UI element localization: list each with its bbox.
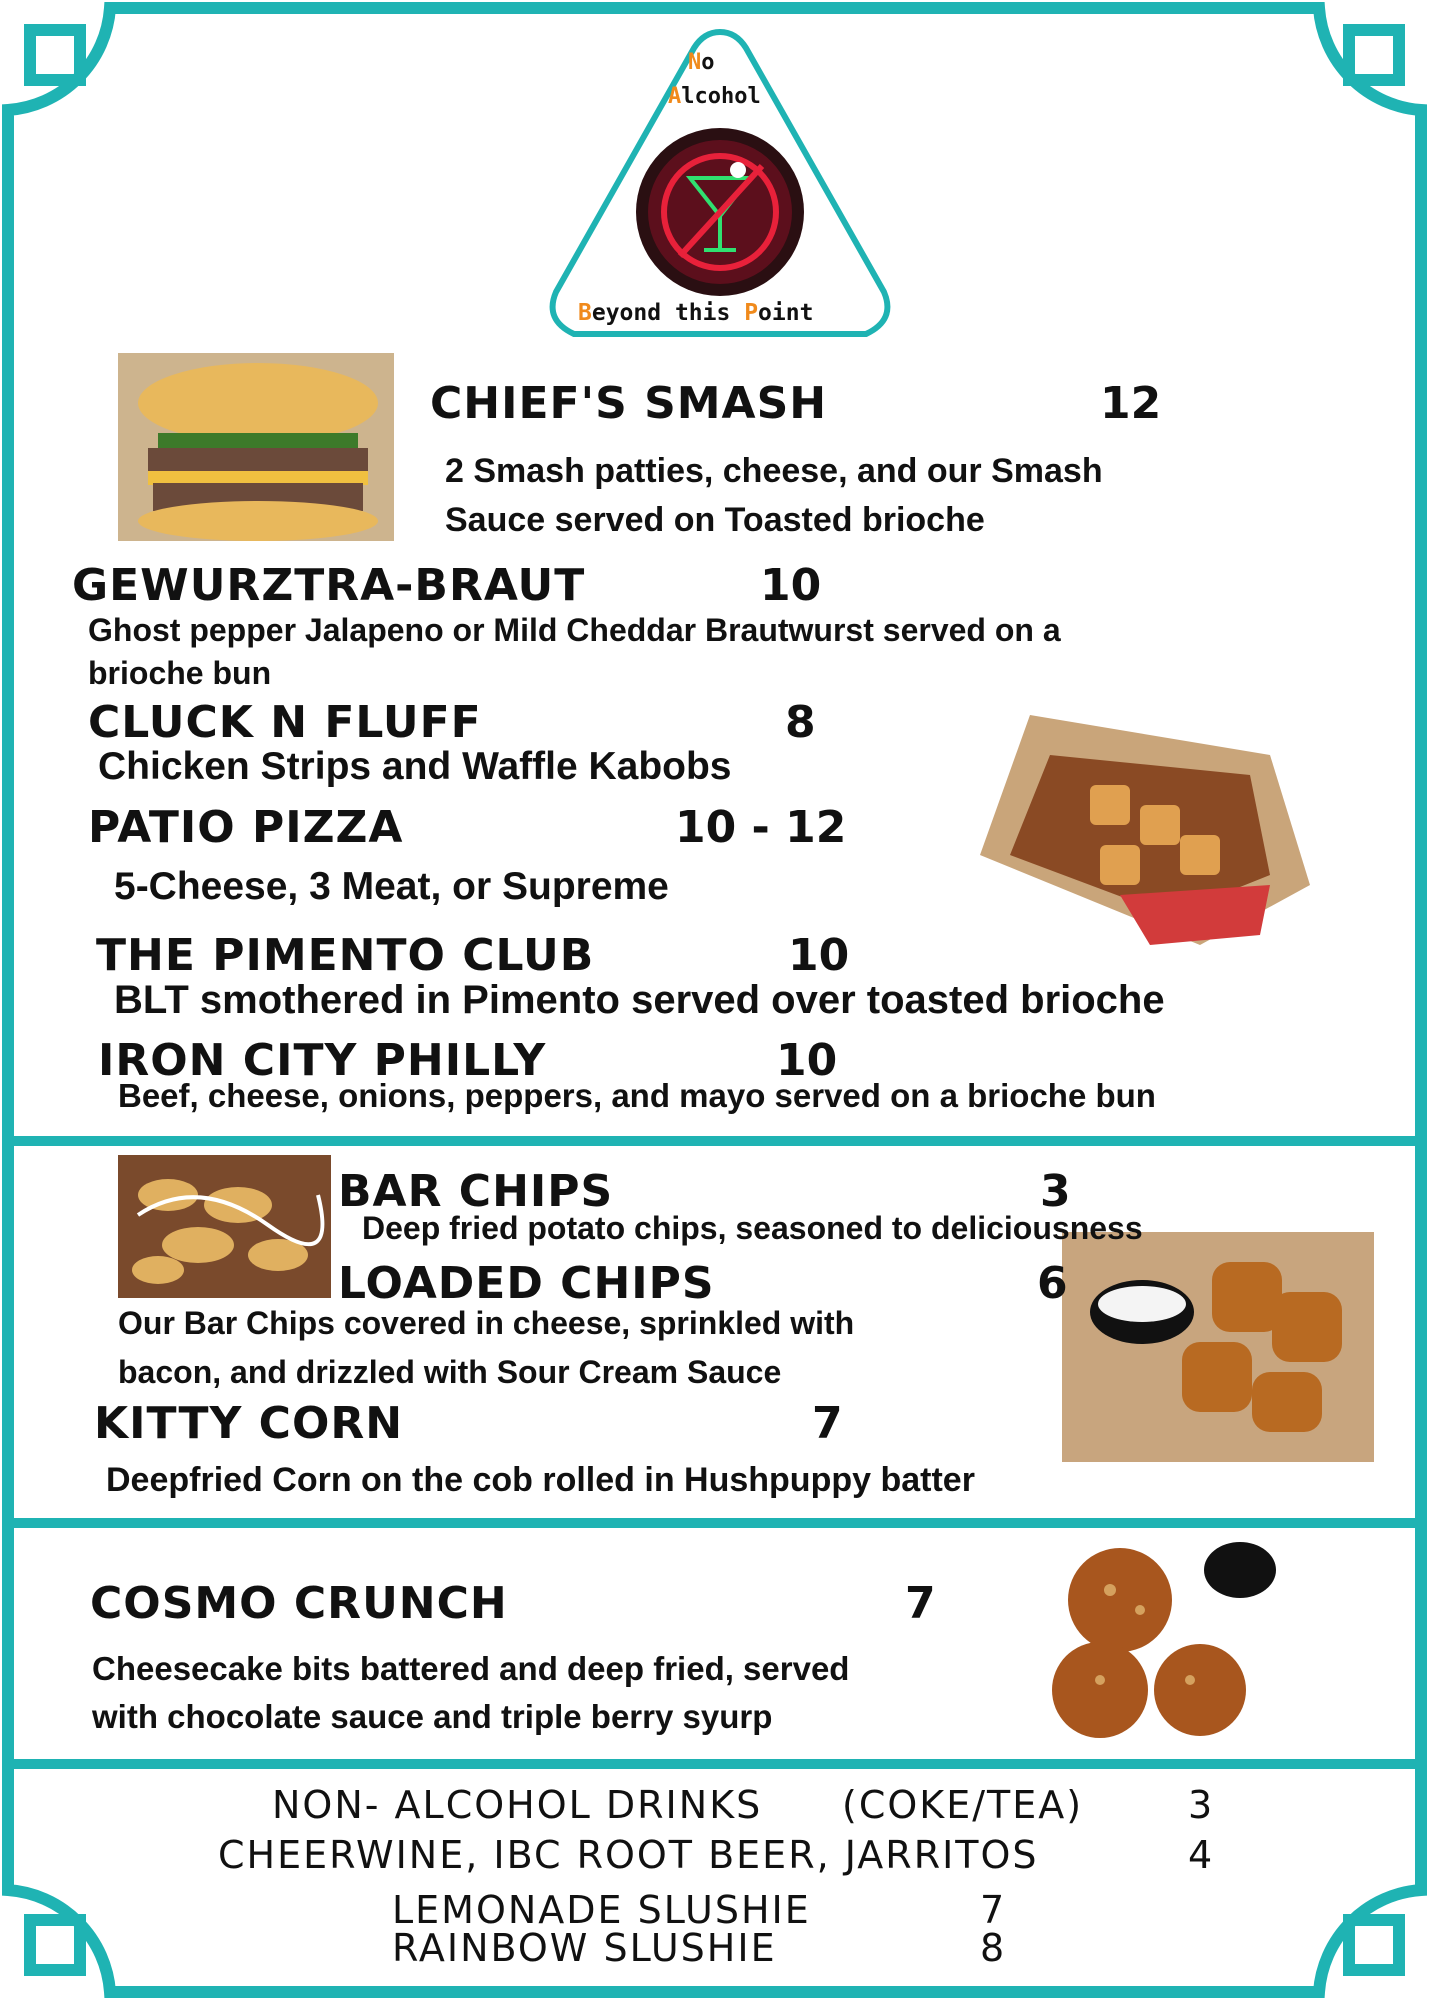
chips-photo <box>118 1155 331 1298</box>
item-cluck-n-fluff-price: 8 <box>785 697 816 748</box>
cosmo-crunch-photo <box>1040 1530 1280 1750</box>
chicken-waffle-photo <box>970 695 1315 950</box>
item-kitty-corn-name: KITTY CORN <box>94 1398 404 1449</box>
no-alcohol-sign <box>540 20 900 350</box>
drink-lemonade-slushie-price: 7 <box>980 1888 1007 1932</box>
drink-non-alcohol-price: 3 <box>1188 1783 1215 1827</box>
item-iron-city-philly-desc: Beef, cheese, onions, peppers, and mayo served on a brioche bun <box>118 1077 1156 1114</box>
item-chiefs-smash-desc-1: 2 Smash patties, cheese, and our Smash <box>445 452 1103 490</box>
drink-non-alcohol-name: NON- ALCOHOL DRINKS <box>272 1783 763 1827</box>
item-iron-city-philly-price: 10 <box>776 1035 838 1086</box>
sign-line-1: No <box>688 50 715 75</box>
sign-line-2: Alcohol <box>668 84 761 109</box>
kitty-corn-photo <box>1062 1232 1374 1462</box>
item-kitty-corn-desc: Deepfried Corn on the cob rolled in Hushpuppy batter <box>106 1461 975 1499</box>
drink-non-alcohol-note: (COKE/TEA) <box>842 1783 1084 1827</box>
burger-photo <box>118 353 394 541</box>
item-pimento-club-desc: BLT smothered in Pimento served over toasted brioche <box>114 978 1165 1022</box>
item-chiefs-smash-desc-2: Sauce served on Toasted brioche <box>445 501 985 539</box>
item-iron-city-philly-name: IRON CITY PHILLY <box>98 1035 547 1086</box>
item-cluck-n-fluff-name: CLUCK N FLUFF <box>88 697 482 748</box>
item-chiefs-smash-price: 12 <box>1100 378 1162 429</box>
item-loaded-chips-name: LOADED CHIPS <box>338 1258 715 1309</box>
item-loaded-chips-price: 6 <box>1037 1258 1068 1309</box>
item-gewurztra-braut-price: 10 <box>760 560 822 611</box>
item-gewurztra-braut-desc-1: Ghost pepper Jalapeno or Mild Cheddar Brautwurst served on a <box>88 612 1061 648</box>
item-cosmo-crunch-name: COSMO CRUNCH <box>90 1578 508 1629</box>
sign-line-3: Beyond this Point <box>578 300 814 326</box>
item-pimento-club-price: 10 <box>788 930 850 981</box>
item-patio-pizza-desc: 5-Cheese, 3 Meat, or Supreme <box>114 865 669 908</box>
item-patio-pizza-name: PATIO PIZZA <box>88 802 404 853</box>
item-loaded-chips-desc-2: bacon, and drizzled with Sour Cream Sauce <box>118 1354 782 1390</box>
drink-rainbow-slushie-name: RAINBOW SLUSHIE <box>392 1926 777 1970</box>
item-bar-chips-desc: Deep fried potato chips, seasoned to deliciousness <box>362 1210 1143 1246</box>
item-cosmo-crunch-desc-1: Cheesecake bits battered and deep fried, served <box>92 1650 850 1687</box>
item-loaded-chips-desc-1: Our Bar Chips covered in cheese, sprinkled with <box>118 1305 855 1341</box>
item-cosmo-crunch-price: 7 <box>905 1578 936 1629</box>
drink-lemonade-slushie-name: LEMONADE SLUSHIE <box>392 1888 811 1932</box>
item-chiefs-smash-name: CHIEF'S SMASH <box>430 378 828 429</box>
item-gewurztra-braut-name: GEWURZTRA-BRAUT <box>72 560 586 611</box>
drink-cheerwine-name: CHEERWINE, IBC ROOT BEER, JARRITOS <box>218 1833 1039 1877</box>
item-bar-chips-price: 3 <box>1040 1166 1071 1217</box>
item-bar-chips-name: BAR CHIPS <box>338 1166 614 1217</box>
item-cosmo-crunch-desc-2: with chocolate sauce and triple berry syurp <box>92 1698 773 1735</box>
item-cluck-n-fluff-desc: Chicken Strips and Waffle Kabobs <box>98 745 732 788</box>
item-gewurztra-braut-desc-2: brioche bun <box>88 655 272 691</box>
drink-rainbow-slushie-price: 8 <box>980 1926 1007 1970</box>
item-kitty-corn-price: 7 <box>812 1398 843 1449</box>
item-patio-pizza-price: 10 - 12 <box>675 802 847 853</box>
item-pimento-club-name: THE PIMENTO CLUB <box>96 930 595 981</box>
drink-cheerwine-price: 4 <box>1188 1833 1215 1877</box>
